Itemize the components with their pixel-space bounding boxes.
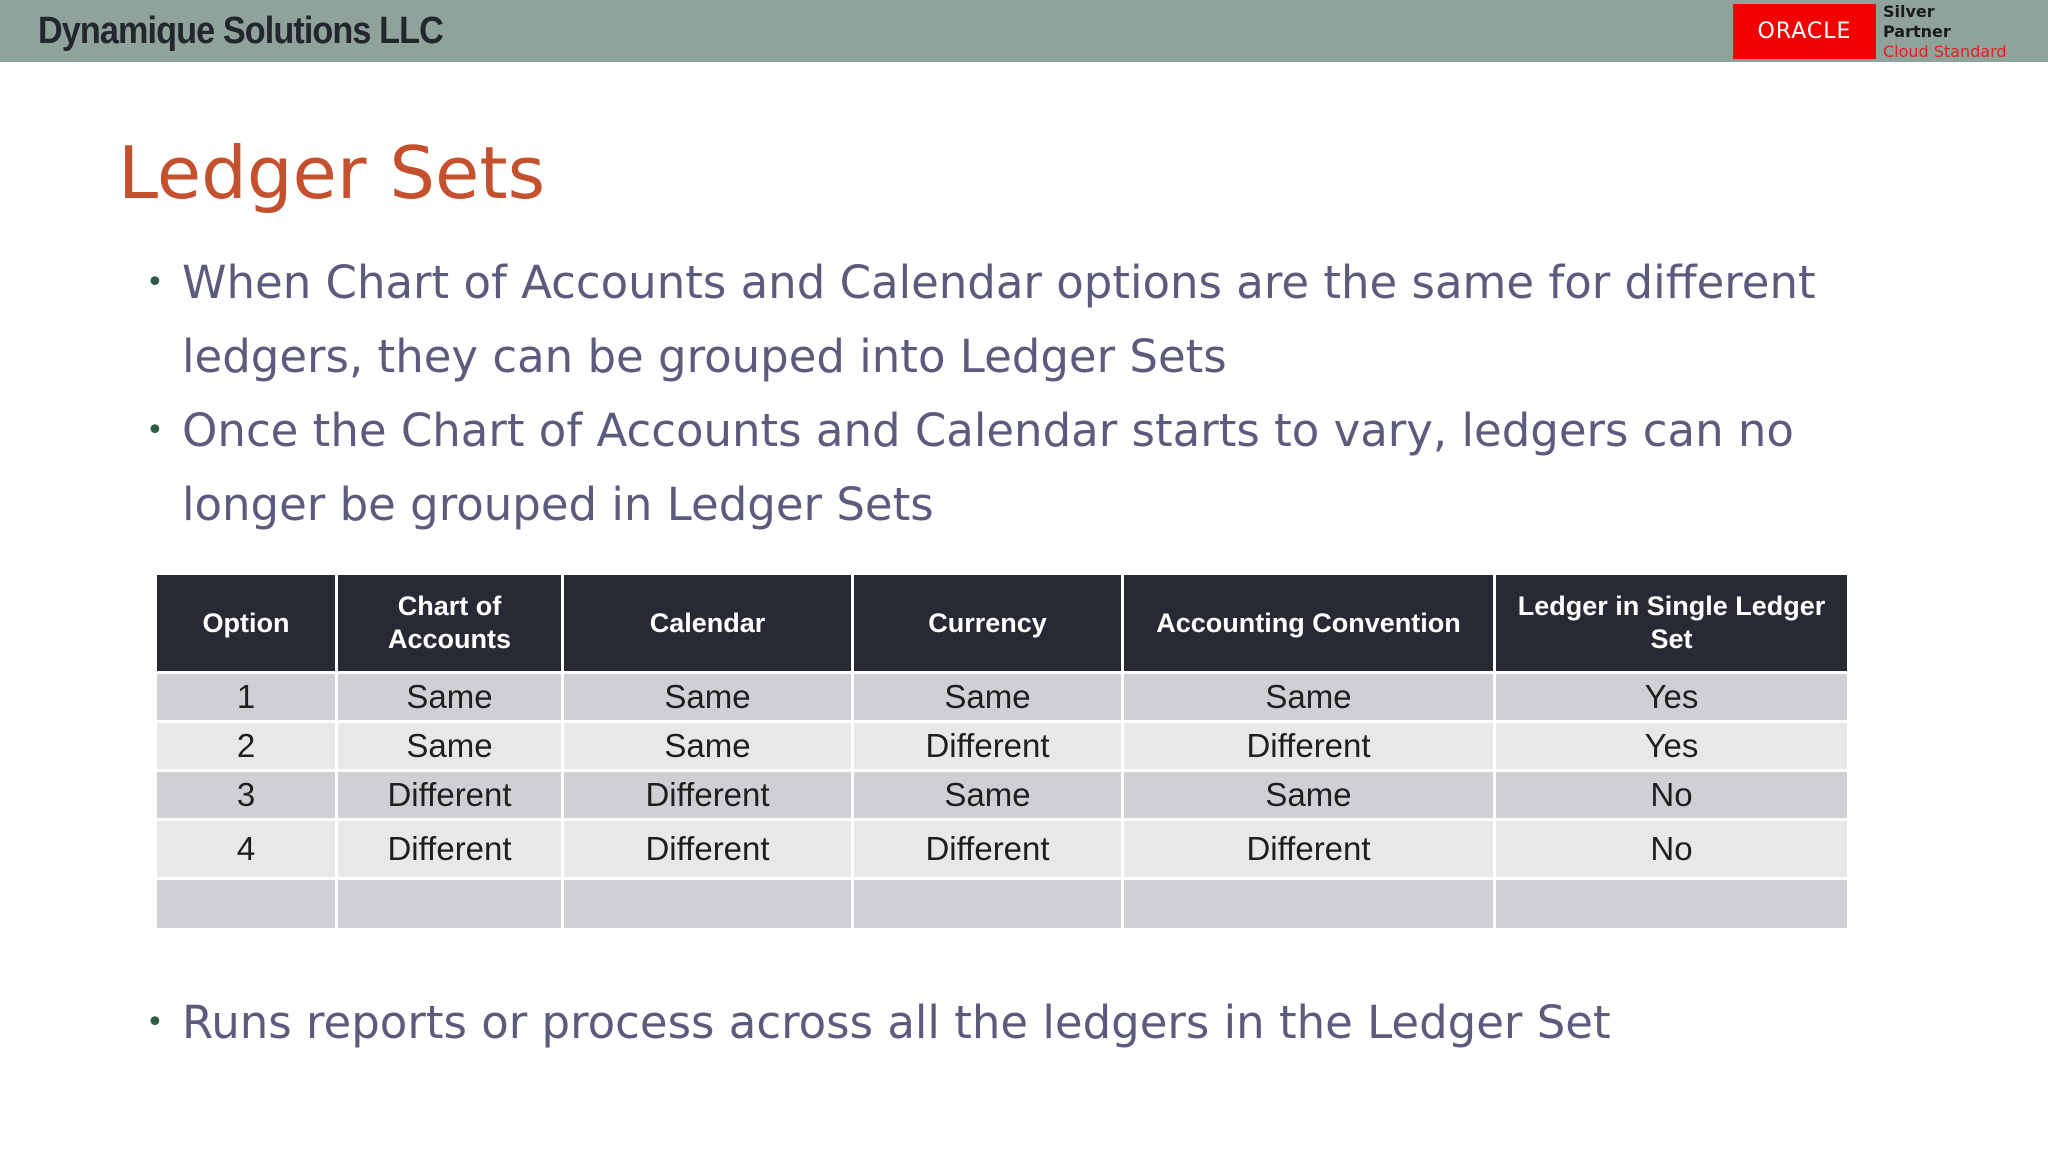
table-cell: Same bbox=[1124, 674, 1493, 720]
table-cell: Yes bbox=[1496, 723, 1847, 769]
bottom-bullet-list bbox=[140, 986, 1940, 1060]
table-cell: No bbox=[1496, 821, 1847, 877]
ledger-options-table bbox=[154, 572, 1850, 931]
table-cell: 1 bbox=[157, 674, 335, 720]
table-cell bbox=[157, 880, 335, 928]
table-row-empty bbox=[157, 880, 1847, 928]
table-row bbox=[157, 674, 1847, 720]
bullet-dot-icon: • bbox=[146, 1005, 164, 1040]
table-cell: Same bbox=[338, 723, 561, 769]
table-cell bbox=[338, 880, 561, 928]
ledger-options-table-wrapper bbox=[157, 575, 1850, 928]
table-cell: Same bbox=[564, 723, 851, 769]
table-cell: Different bbox=[854, 821, 1121, 877]
oracle-logo-text: ORACLE bbox=[1757, 19, 1852, 44]
table-row bbox=[157, 723, 1847, 769]
table-cell: Different bbox=[854, 723, 1121, 769]
header-option: Option bbox=[157, 575, 335, 671]
table-cell: Different bbox=[1124, 723, 1493, 769]
bullet-dot-icon: • bbox=[146, 265, 164, 300]
slide-title: Ledger Sets bbox=[118, 131, 546, 215]
bullet-item bbox=[140, 246, 1940, 394]
partner-line-3: Cloud Standard bbox=[1883, 42, 2007, 61]
table-cell: Different bbox=[338, 772, 561, 818]
table-cell: Same bbox=[564, 674, 851, 720]
header-calendar: Calendar bbox=[564, 575, 851, 671]
table-cell: Different bbox=[338, 821, 561, 877]
table-cell: 3 bbox=[157, 772, 335, 818]
bullet-text: Once the Chart of Accounts and Calendar starts to vary, ledgers can no longer be grouped in Ledger Sets bbox=[182, 404, 1794, 531]
partner-line-1: Silver bbox=[1883, 2, 1935, 21]
table-row bbox=[157, 821, 1847, 877]
header-ledger-in-single-set: Ledger in Single Ledger Set bbox=[1496, 575, 1847, 671]
header-bar bbox=[0, 0, 2048, 62]
bullet-item bbox=[140, 986, 1940, 1060]
table-cell: Same bbox=[338, 674, 561, 720]
header-chart-of-accounts: Chart of Accounts bbox=[338, 575, 561, 671]
table-cell: Same bbox=[854, 772, 1121, 818]
bullet-item bbox=[140, 394, 1940, 542]
oracle-logo-box bbox=[1733, 4, 1876, 59]
table-cell bbox=[1496, 880, 1847, 928]
table-cell bbox=[854, 880, 1121, 928]
table-cell: Same bbox=[854, 674, 1121, 720]
company-name: Dynamique Solutions LLC bbox=[38, 10, 443, 52]
table-cell: Same bbox=[1124, 772, 1493, 818]
table-cell: 4 bbox=[157, 821, 335, 877]
partner-line-2: Partner bbox=[1883, 22, 1951, 41]
table-cell: Different bbox=[564, 821, 851, 877]
header-currency: Currency bbox=[854, 575, 1121, 671]
table-row bbox=[157, 772, 1847, 818]
bullet-text: When Chart of Accounts and Calendar options are the same for different ledgers, they can be grouped into Ledger Sets bbox=[182, 256, 1816, 383]
bullet-list bbox=[140, 246, 1940, 542]
table-cell bbox=[1124, 880, 1493, 928]
table-cell: 2 bbox=[157, 723, 335, 769]
table-cell: Yes bbox=[1496, 674, 1847, 720]
table-cell: Different bbox=[1124, 821, 1493, 877]
table-header-row bbox=[157, 575, 1847, 671]
table-cell: No bbox=[1496, 772, 1847, 818]
table-cell: Different bbox=[564, 772, 851, 818]
partner-level-text bbox=[1883, 2, 2007, 62]
header-accounting-convention: Accounting Convention bbox=[1124, 575, 1493, 671]
table-cell bbox=[564, 880, 851, 928]
bullet-dot-icon: • bbox=[146, 413, 164, 448]
bullet-text: Runs reports or process across all the ledgers in the Ledger Set bbox=[182, 996, 1611, 1049]
oracle-partner-logo bbox=[1733, 2, 2033, 60]
